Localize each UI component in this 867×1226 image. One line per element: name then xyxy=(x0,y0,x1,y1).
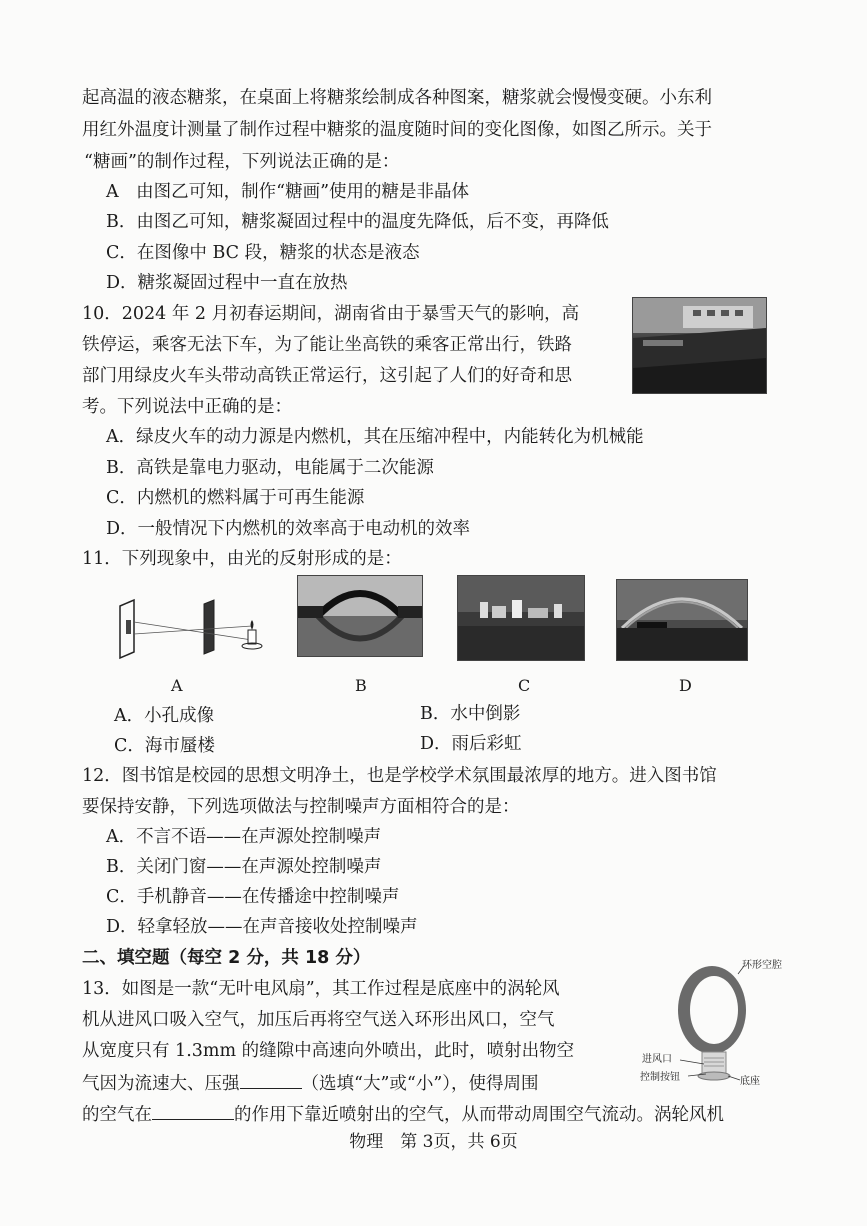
q12-option-a: A．不言不语——在声源处控制噪声 xyxy=(106,827,382,847)
q9-option-b: B．由图乙可知，糖浆凝固过程中的温度先降低，后不变，再降低 xyxy=(106,212,609,232)
q11-option-c: C．海市蜃楼 xyxy=(114,736,215,756)
fan-label-ring: 环形空腔 xyxy=(742,960,782,971)
q9-option-d: D．糖浆凝固过程中一直在放热 xyxy=(106,273,348,293)
bridge-reflection-photo xyxy=(297,575,423,657)
image-label-a: A xyxy=(171,676,183,695)
q10-stem-line-2: 铁停运，乘客无法下车，为了能让坐高铁的乘客正常出行，铁路 xyxy=(82,335,572,355)
q10-stem-line-1: 10．2024 年 2 月初春运期间，湖南省由于暴雪天气的影响，高 xyxy=(82,304,580,324)
q13-line-5-text-b: 的作用下靠近喷射出的空气，从而带动周围空气流动。涡轮风机 xyxy=(234,1105,724,1125)
q12-option-c: C．手机静音——在传播途中控制噪声 xyxy=(106,887,400,907)
image-label-d: D xyxy=(679,676,692,695)
q13-blank-2[interactable] xyxy=(152,1101,234,1120)
q9-option-c: C．在图像中 BC 段，糖浆的状态是液态 xyxy=(106,243,420,263)
q10-option-d: D．一般情况下内燃机的效率高于电动机的效率 xyxy=(106,519,471,539)
q11-stem: 11．下列现象中，由光的反射形成的是： xyxy=(82,549,402,569)
q12-stem-line-1: 12．图书馆是校园的思想文明净土，也是学校学术氛围最浓厚的地方。进入图书馆 xyxy=(82,766,717,786)
q12-option-d: D．轻拿轻放——在声音接收处控制噪声 xyxy=(106,917,418,937)
q13-line-4-text-a: 气因为流速大、压强 xyxy=(82,1074,240,1094)
fan-label-base: 底座 xyxy=(740,1076,760,1087)
q13-line-1: 13．如图是一款“无叶电风扇”，其工作过程是底座中的涡轮风 xyxy=(82,979,560,999)
q11-option-b: B．水中倒影 xyxy=(420,704,521,724)
q12-option-b: B．关闭门窗——在声源处控制噪声 xyxy=(106,857,382,877)
fan-label-inlet: 进风口 xyxy=(642,1054,672,1065)
q13-line-4 xyxy=(82,1070,539,1096)
train-photo-illustration xyxy=(633,298,766,393)
bridge-reflection-illustration xyxy=(298,576,422,656)
q13-line-2: 机从进风口吸入空气，加压后再将空气送入环形出风口，空气 xyxy=(82,1010,555,1030)
image-label-c: C xyxy=(518,676,531,695)
page-footer: 物理 第 3页，共 6页 xyxy=(349,1132,518,1152)
q10-stem-line-3: 部门用绿皮火车头带动高铁正常运行，这引起了人们的好奇和思 xyxy=(82,366,572,386)
q13-line-5 xyxy=(82,1101,724,1127)
fan-label-button: 控制按钮 xyxy=(640,1072,680,1083)
pinhole-diagram xyxy=(112,594,272,664)
q9-option-a: A 由图乙可知，制作“糖画”使用的糖是非晶体 xyxy=(106,182,470,202)
q11-option-a: A．小孔成像 xyxy=(114,706,215,726)
q11-option-d: D．雨后彩虹 xyxy=(420,734,522,754)
rainbow-illustration xyxy=(617,580,747,660)
pinhole-diagram-illustration xyxy=(112,594,272,664)
rainbow-photo xyxy=(616,579,748,661)
q10-option-b: B．高铁是靠电力驱动，电能属于二次能源 xyxy=(106,458,434,478)
q9-intro-line-3: “糖画”的制作过程，下列说法正确的是： xyxy=(84,152,400,172)
bladeless-fan-figure xyxy=(640,952,790,1094)
mirage-photo xyxy=(457,575,585,661)
q12-stem-line-2: 要保持安静，下列选项做法与控制噪声方面相符合的是： xyxy=(82,797,520,817)
mirage-illustration xyxy=(458,576,584,660)
train-photo xyxy=(632,297,767,394)
q10-option-a: A．绿皮火车的动力源是内燃机，其在压缩冲程中，内能转化为机械能 xyxy=(106,427,644,447)
q13-line-5-text-a: 的空气在 xyxy=(82,1105,152,1125)
q10-option-c: C．内燃机的燃料属于可再生能源 xyxy=(106,488,365,508)
image-label-b: B xyxy=(355,676,367,695)
q13-line-4-text-b: （选填“大”或“小”），使得周围 xyxy=(301,1074,539,1094)
q9-intro-line-1: 起高温的液态糖浆，在桌面上将糖浆绘制成各种图案，糖浆就会慢慢变硬。小东利 xyxy=(82,88,712,108)
q9-intro-line-2: 用红外温度计测量了制作过程中糖浆的温度随时间的变化图像，如图乙所示。关于 xyxy=(82,120,712,140)
q13-line-3: 从宽度只有 1.3mm 的缝隙中高速向外喷出，此时，喷射出物空 xyxy=(82,1041,575,1061)
q10-stem-line-4: 考。下列说法中正确的是： xyxy=(82,397,292,417)
section-2-title: 二、填空题（每空 2 分，共 18 分） xyxy=(82,948,371,968)
q13-blank-1[interactable] xyxy=(240,1070,302,1089)
